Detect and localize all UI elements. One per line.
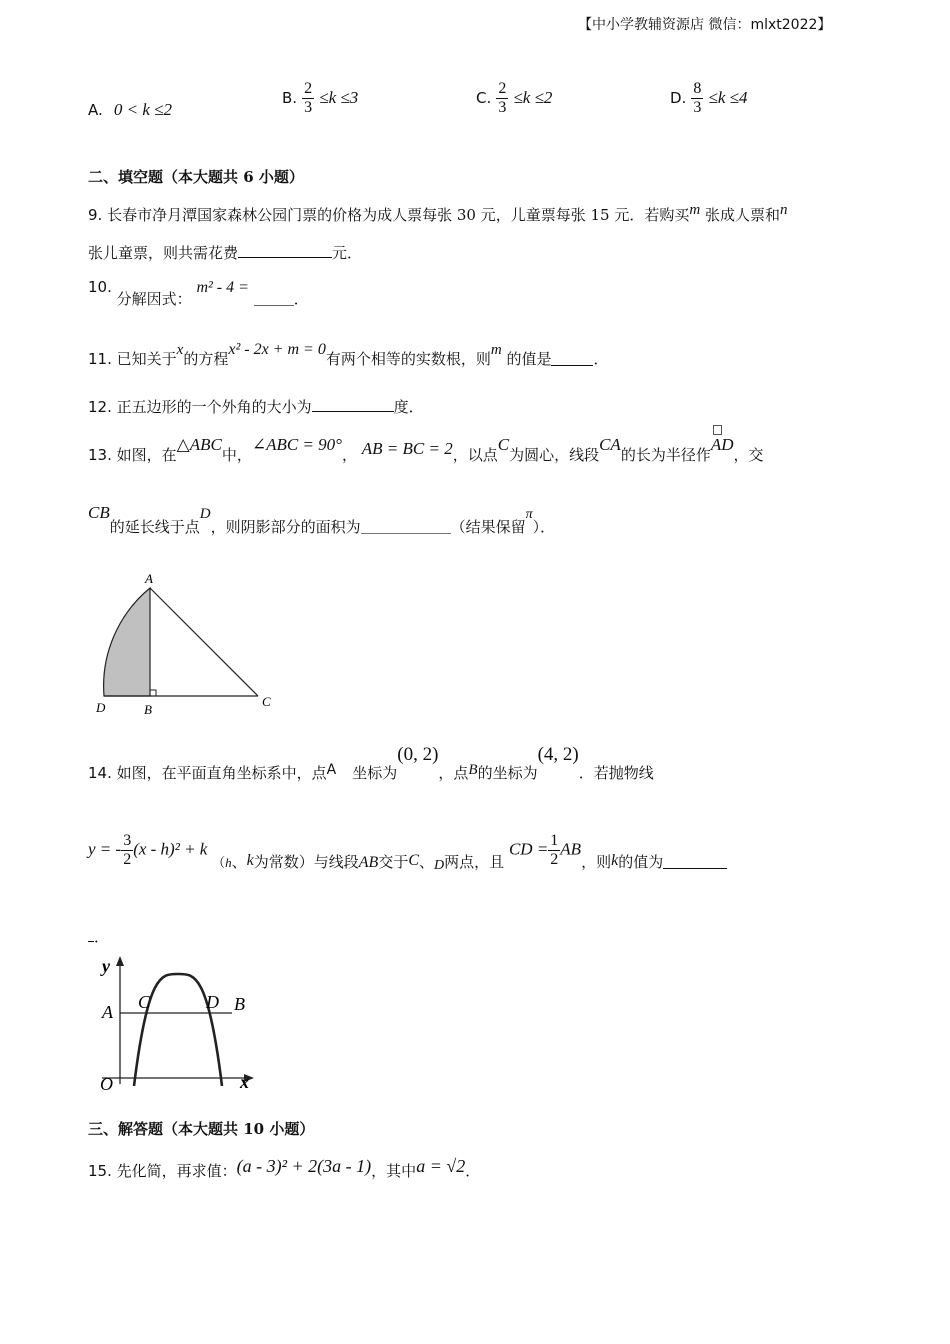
math-expr: (a - 3)² + 2(3a - 1) bbox=[236, 1156, 372, 1176]
var-a: A bbox=[326, 762, 337, 778]
question-text: 的值为 bbox=[618, 852, 664, 871]
question-text: 已知关于 bbox=[116, 350, 177, 368]
math-expr: ∠ABC = 90° bbox=[251, 435, 342, 454]
question-text: ，以点 bbox=[452, 446, 498, 464]
question-text: ，点 bbox=[438, 764, 469, 782]
header-watermark: 【中小学教辅资源店 微信：mlxt2022】 bbox=[578, 17, 832, 33]
var-k: k bbox=[246, 851, 254, 869]
var-m: m bbox=[689, 202, 701, 218]
var-ab: AB bbox=[358, 853, 379, 871]
math-expr: x² - 2x + m = 0 bbox=[228, 341, 326, 358]
math-expr: m² - 4 = bbox=[196, 279, 249, 296]
label-x: x bbox=[240, 1072, 249, 1092]
var-c: C bbox=[497, 435, 510, 454]
math-expr: (x - h)² + k bbox=[133, 839, 208, 859]
choice-label: D. bbox=[670, 89, 687, 107]
arc-ad: AD bbox=[711, 435, 734, 454]
question-10 bbox=[88, 276, 309, 308]
question-text: 有两个相等的实数根，则 bbox=[325, 350, 491, 368]
question-text: 度． bbox=[393, 398, 424, 416]
var-ca: CA bbox=[599, 435, 621, 454]
question-text: ．若抛物线 bbox=[578, 764, 654, 782]
question-11 bbox=[88, 338, 609, 368]
question-text: 两点，且 bbox=[444, 852, 505, 871]
question-number: 15. bbox=[88, 1162, 112, 1180]
question-text: 交于 bbox=[378, 852, 409, 871]
question-number: 11. bbox=[88, 350, 112, 368]
fraction: $\frac{1}{2}$ bbox=[550, 832, 559, 868]
question-13-line2 bbox=[88, 502, 556, 536]
answer-blank[interactable] bbox=[238, 243, 332, 258]
fraction: $\frac{2}{3}$ bbox=[498, 80, 507, 116]
question-number: 9. bbox=[88, 206, 103, 224]
math-expr: △ABC bbox=[176, 435, 222, 454]
question-text: 的值是 bbox=[506, 350, 552, 368]
question-text: （ bbox=[212, 855, 226, 871]
fraction: $\frac{8}{3}$ bbox=[693, 80, 702, 116]
question-text: 为常数）与线段 bbox=[253, 852, 359, 871]
question-text: ，交 bbox=[733, 446, 764, 464]
choice-expr: 0 < k ≤2 bbox=[113, 100, 172, 119]
section-heading-solve: 三、解答题（本大题共 10 小题） bbox=[88, 1120, 315, 1138]
question-text: ． bbox=[465, 1162, 481, 1180]
question-text: 正五边形的一个外角的大小为 bbox=[116, 398, 312, 416]
question-text: ． bbox=[94, 928, 110, 946]
question-12 bbox=[88, 396, 424, 417]
point-b: (4, 2) bbox=[537, 744, 579, 765]
question-number: 12. bbox=[88, 398, 112, 416]
math-expr: AB = BC = 2 bbox=[361, 439, 453, 458]
shaded-region bbox=[104, 588, 150, 696]
choice-label: B. bbox=[282, 89, 298, 107]
question-9-line2 bbox=[88, 242, 362, 263]
var-d: D bbox=[199, 506, 211, 522]
choice-expr: ≤k ≤2 bbox=[513, 88, 553, 107]
label-a: A bbox=[145, 571, 153, 586]
question-text: 长春市净月潭国家森林公园门票的价格为成人票每张 30 元，儿童票每张 15 元．若购买 bbox=[107, 206, 690, 224]
question-text: ，则阴影部分的面积为 bbox=[210, 518, 361, 536]
question-text: 的方程 bbox=[183, 350, 229, 368]
right-angle-mark bbox=[150, 690, 156, 696]
line-ac bbox=[150, 588, 258, 696]
question-14-line1 bbox=[88, 744, 654, 782]
answer-blank[interactable] bbox=[551, 351, 593, 366]
question-13-line1 bbox=[88, 434, 764, 464]
choice-b bbox=[282, 80, 358, 117]
question-text: ，其中 bbox=[371, 1162, 417, 1180]
label-b: B bbox=[144, 702, 152, 717]
question-text: 张儿童票，则共需花费 bbox=[88, 244, 239, 262]
question-text: ，则 bbox=[581, 852, 612, 871]
var-b: B bbox=[468, 762, 478, 778]
y-axis-arrow bbox=[116, 956, 124, 966]
answer-blank[interactable] bbox=[254, 291, 294, 306]
label-a: A bbox=[102, 1002, 113, 1022]
question-14-line2 bbox=[88, 832, 727, 873]
parabola bbox=[134, 974, 222, 1086]
var-h: h bbox=[225, 854, 232, 870]
question-number: 10. bbox=[88, 278, 112, 296]
question-text: 的长为半径作 bbox=[620, 446, 711, 464]
question-number: 14. bbox=[88, 764, 112, 782]
question-14-tail bbox=[88, 926, 109, 947]
var-c: C bbox=[408, 851, 420, 869]
question-text: （结果保留 bbox=[450, 518, 526, 536]
math-expr: y = - bbox=[88, 839, 122, 859]
figure-13 bbox=[88, 566, 288, 722]
var-ab: AB bbox=[560, 839, 582, 859]
choice-a bbox=[88, 100, 172, 120]
question-text: 如图，在平面直角坐标系中，点 bbox=[116, 764, 327, 782]
var-pi: π bbox=[525, 507, 533, 522]
question-text: 、 bbox=[419, 852, 435, 871]
question-9-line1 bbox=[88, 202, 787, 225]
question-text: 中， bbox=[221, 446, 252, 464]
question-15 bbox=[88, 1156, 481, 1180]
var-d: D bbox=[434, 857, 445, 873]
question-text: 如图，在 bbox=[116, 446, 177, 464]
var-m: m bbox=[490, 342, 502, 358]
section-heading-fill: 二、填空题（本大题共 6 小题） bbox=[88, 168, 304, 186]
label-c: C bbox=[262, 694, 271, 709]
label-b: B bbox=[234, 994, 245, 1014]
var-n: n bbox=[779, 202, 788, 218]
question-number: 13. bbox=[88, 446, 112, 464]
question-text: 先化简，再求值： bbox=[116, 1162, 237, 1180]
question-text: 分解因式： bbox=[116, 290, 192, 308]
choice-label: C. bbox=[476, 89, 492, 107]
answer-blank[interactable] bbox=[312, 397, 394, 412]
choice-d bbox=[670, 80, 747, 117]
label-c: C bbox=[138, 992, 151, 1012]
figure-14 bbox=[96, 952, 266, 1094]
fraction: $\frac{2}{3}$ bbox=[304, 80, 313, 116]
choice-expr: ≤k ≤4 bbox=[708, 88, 748, 107]
question-text: ． bbox=[593, 350, 609, 368]
math-expr: a = √2 bbox=[416, 1156, 466, 1176]
choice-c bbox=[476, 80, 552, 117]
question-text: ． bbox=[293, 290, 309, 308]
question-text: ， bbox=[341, 446, 357, 464]
question-text: ）． bbox=[532, 518, 556, 536]
choice-expr: ≤k ≤3 bbox=[319, 88, 359, 107]
question-text: 张成人票和 bbox=[704, 206, 780, 224]
choice-label: A. bbox=[88, 101, 103, 119]
question-text: 元． bbox=[332, 244, 363, 262]
var-cb: CB bbox=[88, 503, 110, 522]
point-a: (0, 2) bbox=[397, 744, 439, 765]
fraction: $\frac{3}{2}$ bbox=[123, 832, 132, 868]
question-text: 坐标为 bbox=[352, 764, 398, 782]
question-text: 、 bbox=[231, 852, 247, 871]
answer-blank[interactable] bbox=[663, 854, 727, 869]
question-text: 的延长线于点 bbox=[109, 518, 200, 536]
label-d: D bbox=[96, 700, 106, 715]
var-k: k bbox=[611, 851, 619, 869]
question-text: 为圆心，线段 bbox=[509, 446, 600, 464]
question-text: 的坐标为 bbox=[477, 764, 538, 782]
var-x: x bbox=[176, 342, 184, 358]
label-d: D bbox=[206, 992, 219, 1012]
math-expr: CD = bbox=[508, 839, 549, 859]
label-o: O bbox=[100, 1074, 113, 1094]
label-y: y bbox=[102, 956, 110, 976]
answer-blank[interactable] bbox=[361, 519, 451, 534]
